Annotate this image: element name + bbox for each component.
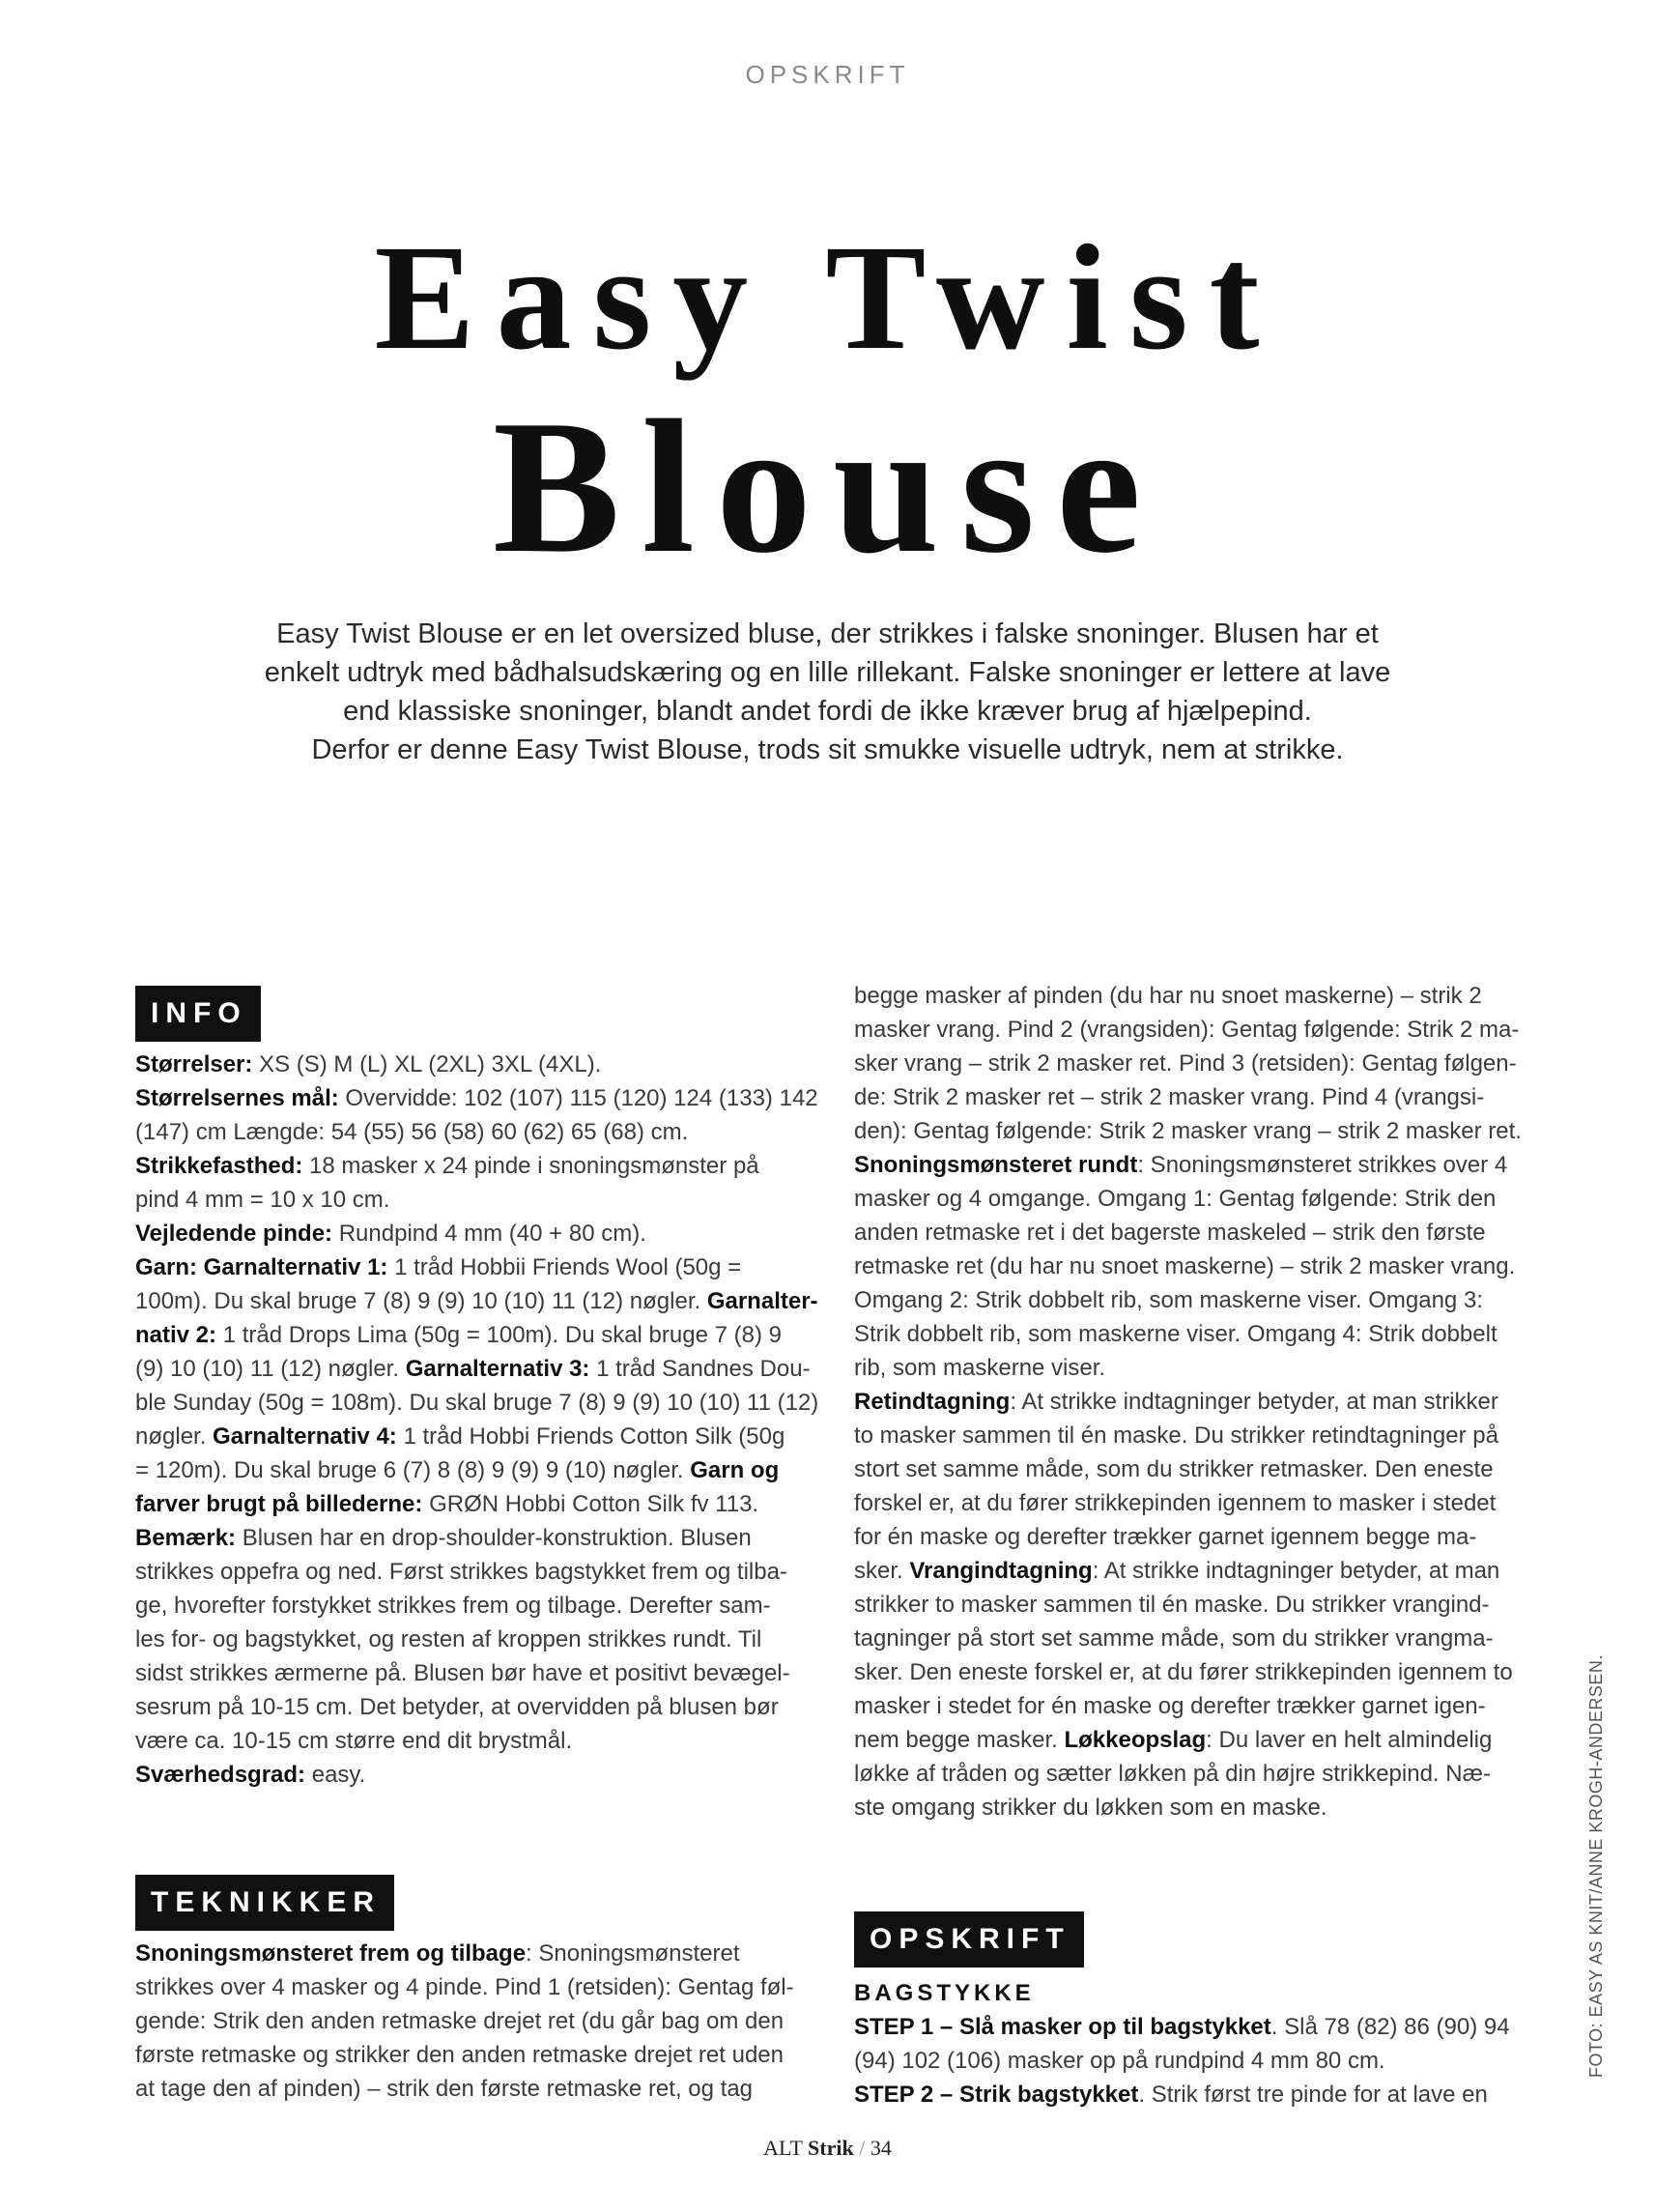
folio-section: Strik — [808, 2136, 854, 2160]
text-line — [135, 1555, 812, 1589]
right-column-body — [854, 979, 1550, 1824]
bold-term: Sværhedsgrad: — [135, 1762, 306, 1788]
text-line — [135, 1487, 812, 1521]
body-text: 18 masker x 24 pinde i snoningsmønster på — [302, 1153, 759, 1179]
bold-term: Strikkefasthed: — [135, 1153, 303, 1179]
text-line — [135, 2038, 812, 2072]
bold-term: Garnalternativ 3: — [405, 1356, 590, 1382]
body-text: forskel er, at du fører strikkepinden igennem to masker i stedet — [854, 1490, 1497, 1516]
text-line — [854, 1283, 1550, 1317]
body-text: nem begge masker. — [854, 1727, 1065, 1753]
text-line — [854, 1452, 1550, 1486]
text-line — [135, 1284, 818, 1318]
text-line — [854, 2010, 1550, 2044]
body-text: pind 4 mm = 10 x 10 cm. — [135, 1187, 390, 1213]
body-text: GRØN Hobbi Cotton Silk fv 113. — [422, 1491, 759, 1517]
text-line — [854, 1351, 1550, 1385]
opskrift-heading: OPSKRIFT — [854, 1911, 1084, 1968]
body-text: de: Strik 2 masker ret – strik 2 masker vrang. Pind 4 (vrangsi- — [854, 1084, 1485, 1110]
body-text: : Snoningsmønsteret strikkes over 4 — [1137, 1152, 1508, 1178]
body-text: strikkes oppefra og ned. Først strikkes bagstykket frem og tilba- — [135, 1559, 787, 1585]
text-line — [135, 1115, 812, 1149]
text-line — [135, 1081, 818, 1115]
body-text: ge, hvorefter forstykket strikkes frem og tilbage. Derefter sam- — [135, 1593, 771, 1619]
section-kicker: OPSKRIFT — [745, 60, 910, 89]
intro-paragraph — [193, 615, 1462, 769]
body-text: ste omgang strikker du løkken som en maske. — [854, 1795, 1327, 1821]
body-text: XS (S) M (L) XL (2XL) 3XL (4XL). — [252, 1051, 602, 1077]
body-text: Strik dobbelt rib, som maskerne viser. Omgang 4: Strik dobbelt — [854, 1321, 1498, 1347]
bold-term: Bemærk: — [135, 1525, 237, 1551]
text-line — [854, 1520, 1550, 1554]
body-text: 1 tråd Sandnes Dou- — [589, 1356, 811, 1382]
bold-term: farver brugt på billederne: — [135, 1491, 423, 1517]
body-text: sker vrang – strik 2 masker ret. Pind 3 (retsiden): Gentag følgen- — [854, 1050, 1517, 1077]
info-heading: INFO — [135, 986, 261, 1042]
text-line — [135, 1386, 819, 1420]
bold-term: Garnalternativ 4: — [213, 1423, 397, 1450]
text-line — [135, 1937, 812, 1970]
body-text: retmaske ret (du har nu snoet maskerne) – strik 2 masker vrang. — [854, 1253, 1516, 1279]
photo-credit: FOTO: EASY AS KNIT/ANNE KROGH-ANDERSEN. — [1586, 1654, 1606, 2078]
text-line — [135, 1183, 812, 1217]
body-text: Rundpind 4 mm (40 + 80 cm). — [332, 1221, 646, 1247]
body-text: være ca. 10-15 cm større end dit brystmål. — [135, 1728, 573, 1754]
bold-term: Løkkeopslag — [1064, 1727, 1207, 1753]
teknikker-body — [135, 1937, 812, 2106]
intro-line: end klassiske snoninger, blandt andet fordi de ikke kræver brug af hjælpepind. — [343, 696, 1312, 727]
bold-term: Størrelser: — [135, 1051, 253, 1077]
body-text: . Slå 78 (82) 86 (90) 94 — [1270, 2014, 1510, 2040]
text-line — [135, 2004, 812, 2038]
text-line — [135, 1970, 812, 2004]
body-text: 1 tråd Drops Lima (50g = 100m). Du skal bruge 7 (8) 9 — [216, 1322, 782, 1348]
teknikker-section — [135, 1875, 812, 2106]
text-line — [854, 1317, 1550, 1351]
text-line — [135, 1453, 812, 1487]
body-text: løkke af tråden og sætter løkken på din højre strikkepind. Næ- — [854, 1761, 1491, 1787]
body-text: Omgang 2: Strik dobbelt rib, som maskerne viser. Omgang 3: — [854, 1287, 1483, 1313]
bagstykke-subheading: BAGSTYKKE — [854, 1980, 1035, 2006]
body-text: stort set samme måde, som du strikker retmasker. Den eneste — [854, 1456, 1494, 1482]
body-text: 1 tråd Hobbii Friends Wool (50g = — [387, 1254, 742, 1280]
text-line — [854, 1655, 1550, 1689]
text-line — [854, 1385, 1550, 1419]
body-text: anden retmaske ret i det bagerste maskeled – strik den første — [854, 1220, 1486, 1246]
body-text: sidst strikkes ærmerne på. Blusen bør have et positivt bevægel- — [135, 1660, 790, 1686]
text-line — [135, 1048, 812, 1081]
body-text: rib, som maskerne viser. — [854, 1355, 1106, 1381]
bold-term: Snoningsmønsteret rundt — [854, 1152, 1138, 1178]
body-text: den): Gentag følgende: Strik 2 masker vrang – strik 2 masker ret. — [854, 1118, 1522, 1144]
text-line — [854, 1419, 1550, 1452]
body-text: 100m). Du skal bruge 7 (8) 9 (9) 10 (10) 11 (12) nøgler. — [135, 1288, 707, 1314]
body-text: Overvidde: 102 (107) 115 (120) 124 (133) 142 — [338, 1085, 818, 1111]
title-line-2: Blouse — [492, 381, 1163, 592]
title-line-1: Easy Twist — [374, 214, 1281, 381]
body-text: . Strik først tre pinde for at lave en — [1138, 2082, 1488, 2108]
bold-term: Garn: Garnalternativ 1: — [135, 1254, 388, 1280]
body-text: at tage den af pinden) – strik den første retmaske ret, og tag — [135, 2076, 754, 2102]
text-line — [135, 1149, 812, 1183]
text-line — [854, 1757, 1550, 1791]
body-text: (94) 102 (106) masker op på rundpind 4 mm 80 cm. — [854, 2048, 1385, 2074]
body-text: for én maske og derefter trækker garnet igennem begge ma- — [854, 1524, 1477, 1550]
bold-term: Vejledende pinde: — [135, 1221, 333, 1247]
body-text: Blusen har en drop-shoulder-konstruktion. Blusen — [236, 1525, 752, 1551]
info-body — [135, 1048, 819, 1792]
text-line — [135, 1656, 812, 1690]
text-line — [854, 2078, 1550, 2111]
bold-term: Garnalter- — [706, 1288, 818, 1314]
bold-term: Vrangindtagning — [909, 1558, 1093, 1584]
body-text: = 120m). Du skal bruge 6 (7) 8 (8) 9 (9) 9 (10) nøgler. — [135, 1457, 691, 1483]
body-text: : Du laver en helt almindelig — [1206, 1727, 1493, 1753]
body-text: (9) 10 (10) 11 (12) nøgler. — [135, 1356, 406, 1382]
body-text: tagninger på stort set samme måde, som du strikker vrangma- — [854, 1625, 1494, 1652]
folio-magazine: ALT — [763, 2136, 803, 2160]
body-text: masker vrang. Pind 2 (vrangsiden): Gentag følgende: Strik 2 ma- — [854, 1017, 1520, 1043]
text-line — [854, 1554, 1550, 1588]
text-line — [135, 1758, 812, 1792]
info-section — [135, 986, 819, 1792]
text-line — [854, 979, 1550, 1013]
body-text: strikkes over 4 masker og 4 pinde. Pind 1 (retsiden): Gentag føl- — [135, 1974, 794, 2000]
body-text: sker. — [854, 1558, 910, 1584]
text-line — [854, 1486, 1550, 1520]
text-line — [854, 1622, 1550, 1655]
body-text: les for- og bagstykket, og resten af kroppen strikkes rundt. Til — [135, 1626, 762, 1652]
text-line — [854, 1791, 1550, 1824]
bold-term: STEP 1 – Slå masker op til bagstykket — [854, 2014, 1271, 2040]
page-folio — [0, 2136, 1655, 2161]
text-line — [854, 1216, 1550, 1250]
text-line — [135, 1724, 812, 1758]
text-line — [135, 2072, 812, 2106]
body-text: easy. — [305, 1762, 366, 1788]
intro-line: enkelt udtryk med bådhalsudskæring og en lille rillekant. Falske snoninger er lettere at lave — [264, 657, 1391, 688]
text-line — [854, 1182, 1550, 1216]
body-text: : At strikke indtagninger betyder, at man strikker — [1010, 1389, 1498, 1415]
text-line — [854, 2044, 1550, 2078]
text-line — [135, 1250, 812, 1284]
text-line — [854, 1080, 1550, 1114]
text-line — [135, 1521, 812, 1555]
body-text: strikker to masker sammen til én maske. Du strikker vrangind- — [854, 1592, 1490, 1618]
page-number: 34 — [870, 2136, 892, 2160]
teknikker-heading: TEKNIKKER — [135, 1875, 394, 1931]
body-text: gende: Strik den anden retmaske drejet ret (du går bag om den — [135, 2008, 785, 2034]
body-text: (147) cm Længde: 54 (55) 56 (58) 60 (62) 65 (68) cm. — [135, 1119, 689, 1145]
opskrift-body — [854, 2010, 1550, 2111]
bold-term: Størrelsernes mål: — [135, 1085, 339, 1111]
body-text: 1 tråd Hobbi Friends Cotton Silk (50g — [396, 1423, 785, 1450]
text-line — [135, 1318, 812, 1352]
text-line — [135, 1589, 812, 1623]
body-text: nøgler. — [135, 1423, 214, 1450]
bold-term: Snoningsmønsteret frem og tilbage — [135, 1940, 527, 1967]
text-line — [135, 1217, 812, 1250]
body-text: sker. Den eneste forskel er, at du fører strikkepinden igennem to — [854, 1659, 1513, 1685]
bold-term: Garn og — [690, 1457, 780, 1483]
bold-term: STEP 2 – Strik bagstykket — [854, 2082, 1139, 2108]
body-text: masker i stedet for én maske og derefter trækker garnet igen- — [854, 1693, 1486, 1719]
text-line — [854, 1114, 1550, 1148]
body-text: : At strikke indtagninger betyder, at man — [1092, 1558, 1500, 1584]
text-line — [135, 1690, 812, 1724]
body-text: to masker sammen til én maske. Du strikker retindtagninger på — [854, 1422, 1498, 1449]
opskrift-section — [854, 1911, 1550, 2111]
body-text: masker og 4 omgange. Omgang 1: Gentag følgende: Strik den — [854, 1186, 1497, 1212]
text-line — [854, 1047, 1550, 1080]
body-text: sesrum på 10-15 cm. Det betyder, at overvidden på blusen bør — [135, 1694, 779, 1720]
body-text: første retmaske og strikker den anden retmaske drejet ret uden — [135, 2042, 784, 2068]
text-line — [854, 1689, 1550, 1723]
text-line — [135, 1420, 812, 1453]
body-text: : Snoningsmønsteret — [526, 1940, 740, 1967]
text-line — [854, 1723, 1550, 1757]
bold-term: nativ 2: — [135, 1322, 217, 1348]
text-line — [135, 1352, 812, 1386]
intro-line: Derfor er denne Easy Twist Blouse, trods sit smukke visuelle udtryk, nem at strikke. — [311, 734, 1344, 765]
intro-line: Easy Twist Blouse er en let oversized bluse, der strikkes i falske snoninger. Blusen har et — [276, 618, 1379, 649]
text-line — [854, 1013, 1550, 1047]
bold-term: Retindtagning — [854, 1389, 1011, 1415]
folio-separator: / — [859, 2136, 866, 2160]
text-line — [854, 1588, 1550, 1622]
techniques-continued — [854, 979, 1550, 1824]
body-text: begge masker af pinden (du har nu snoet maskerne) – strik 2 — [854, 983, 1482, 1009]
text-line — [135, 1623, 812, 1656]
text-line — [854, 1148, 1550, 1182]
body-text: ble Sunday (50g = 108m). Du skal bruge 7 (8) 9 (9) 10 (10) 11 (12) — [135, 1390, 819, 1416]
text-line — [854, 1250, 1550, 1283]
